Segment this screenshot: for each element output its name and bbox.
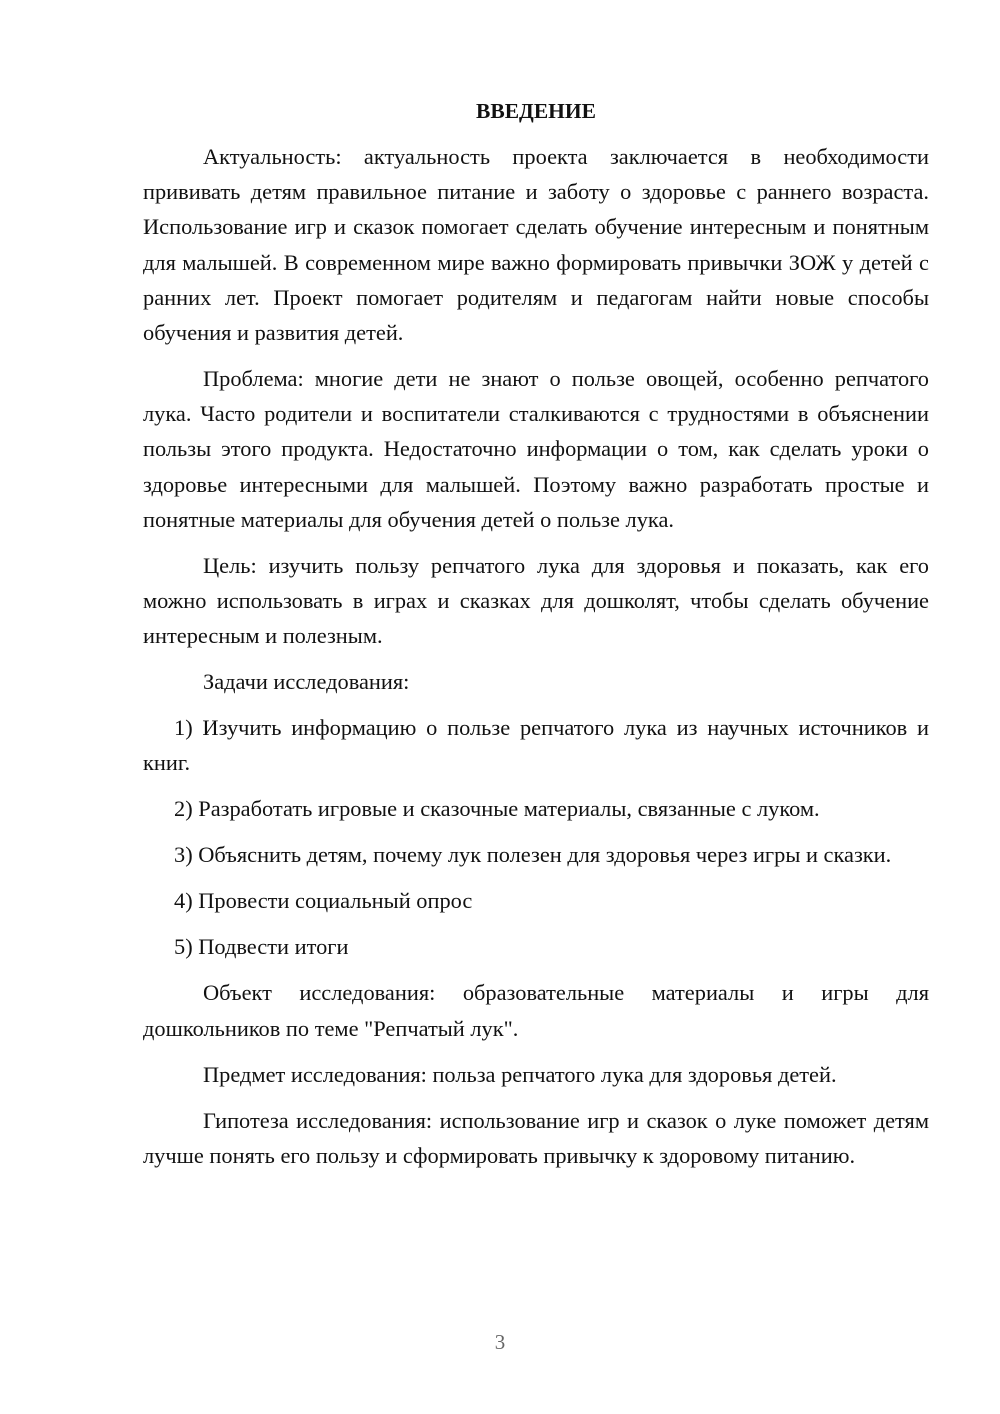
task-item-5: 5) Подвести итоги: [174, 934, 349, 960]
goal-paragraph: Цель: изучить пользу репчатого лука для здоровья и показать, как его можно использовать в играх и сказках для дошколят, чтобы сделать обучение интересным и полезным.: [143, 552, 929, 649]
page-number: 3: [494, 1330, 506, 1354]
tasks-heading: Задачи исследования:: [203, 669, 410, 695]
task-item-4: 4) Провести социальный опрос: [174, 888, 473, 914]
object-paragraph: Объект исследования: образовательные материалы и игры для дошкольников по теме "Репчатый лук".: [143, 980, 929, 1041]
hypothesis-paragraph: Гипотеза исследования: использование игр и сказок о луке поможет детям лучше понять его пользу и сформировать привычку к здоровому питанию.: [143, 1107, 929, 1168]
task-item-3: 3) Объяснить детям, почему лук полезен для здоровья через игры и сказки.: [174, 842, 892, 868]
page-content: [143, 94, 929, 1184]
problem-paragraph: Проблема: многие дети не знают о пользе овощей, особенно репчатого лука. Часто родители и воспитатели сталкиваются с трудностями в объяснении пользы этого продукта. Недостаточно информации о том, как сделать уроки о здоровье интересными для малышей. Поэтому важно разработать простые и понятные материалы для обучения детей о пользе лука.: [143, 366, 929, 532]
section-title: ВВЕДЕНИЕ: [476, 99, 596, 123]
task-item-2: 2) Разработать игровые и сказочные материалы, связанные с луком.: [174, 796, 820, 822]
subject-paragraph: Предмет исследования: польза репчатого лука для здоровья детей.: [203, 1061, 837, 1087]
relevance-paragraph: Актуальность: актуальность проекта заключается в необходимости прививать детям правильное питание и заботу о здоровье с раннего возраста. Использование игр и сказок помогает сделать обучение интересным и понятным для малышей. В современном мире важно формировать привычки ЗОЖ у детей с ранних лет. Проект помогает родителям и педагогам найти новые способы обучения и развития детей.: [143, 144, 929, 346]
task-item-1: 1) Изучить информацию о пользе репчатого лука из научных источников и книг.: [143, 715, 929, 776]
